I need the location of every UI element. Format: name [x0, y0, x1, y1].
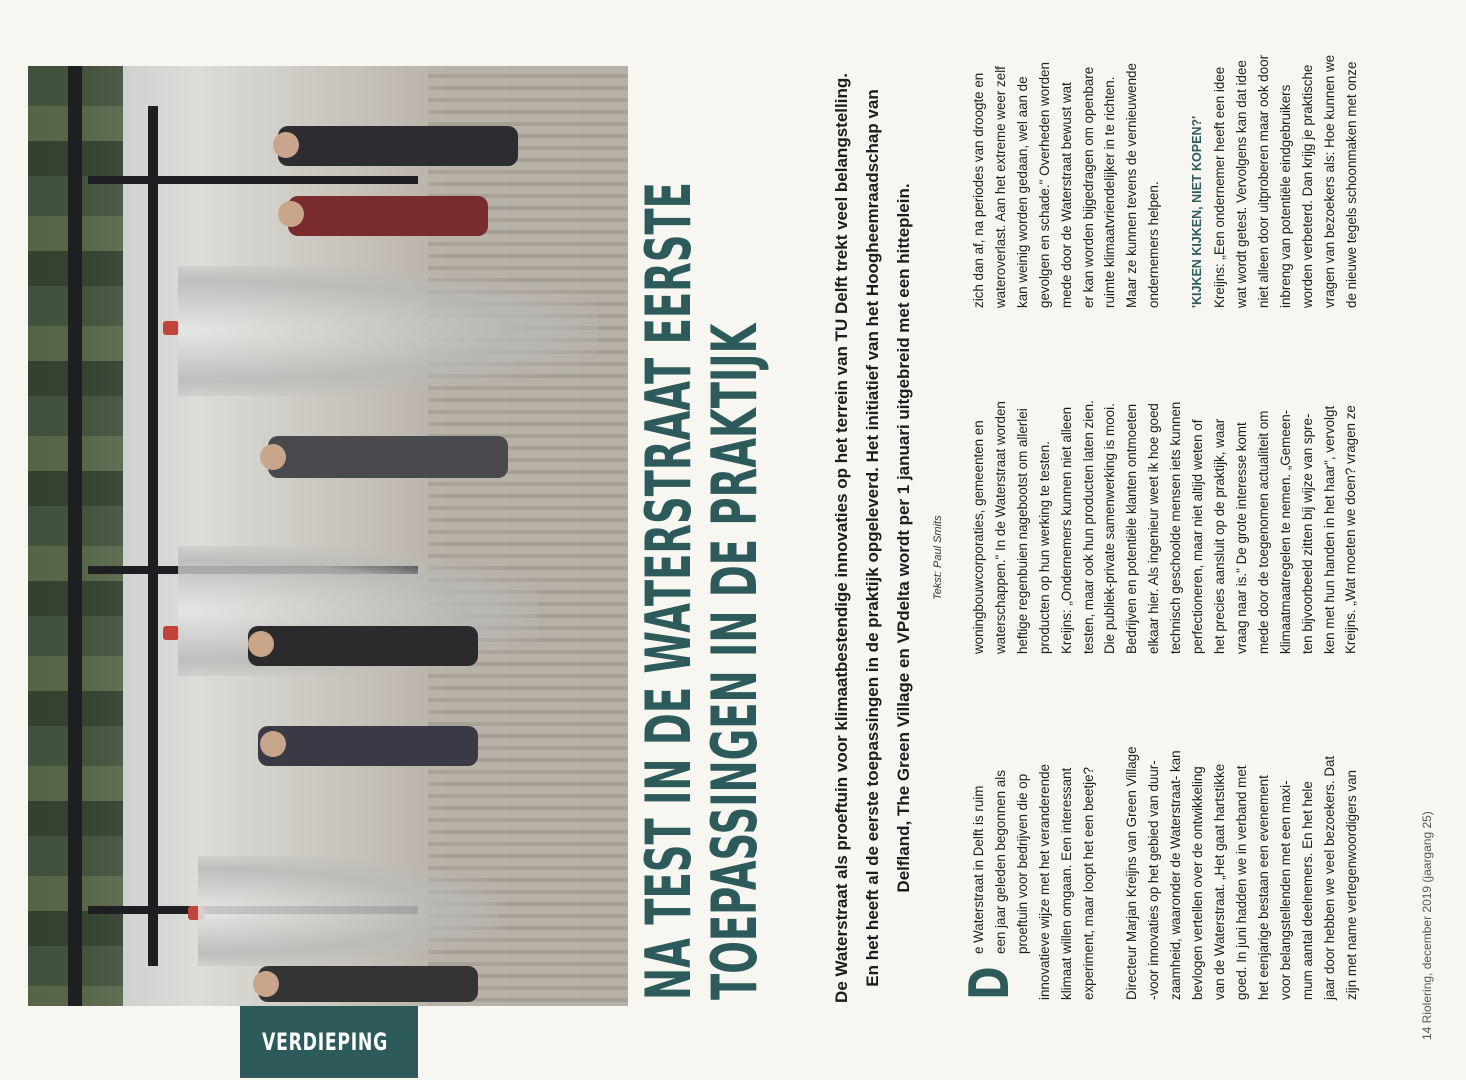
text-line: niet alleen door uitproberen maar ook door: [1255, 54, 1271, 308]
text-line: het eenjarige bestaan een evenement: [1255, 775, 1271, 1000]
person: [278, 126, 518, 166]
text-line: gevolgen en schade." Overheden worden: [1036, 62, 1052, 308]
column-1-paragraph-2: [1121, 660, 1362, 1000]
column-2-paragraph: [968, 314, 1362, 654]
text-line: Kreijns. „Wat moeten we doen? vragen ze: [1343, 405, 1359, 654]
text-line: vragen van bezoekers als: Hoe kunnen we: [1321, 54, 1337, 308]
text-line: wateroverlast. Aan het extreme weer zelf: [992, 66, 1008, 308]
water-spray: [178, 266, 598, 396]
subheading: 'KIJKEN KIJKEN, NIET KOPEN?': [1190, 115, 1205, 308]
body-column-1: [958, 660, 1362, 1000]
person: [288, 196, 488, 236]
text-line: er kan worden bijgedragen om openbare: [1080, 66, 1096, 308]
text-line: woningbouwcorporaties, gemeenten en: [971, 420, 986, 654]
person-head: [253, 971, 279, 997]
text-line: Bedrijven en potentiële klanten ontmoeten: [1124, 403, 1140, 654]
photo-frame-beam: [88, 176, 418, 184]
text-line: mum aantal deelnemers. En het hele: [1299, 781, 1315, 1000]
person-head: [260, 731, 286, 757]
text-line: bevlogen vertellen over de ontwikkeling: [1190, 766, 1206, 1000]
text-line: wat wordt getest. Vervolgens kan dat idee: [1233, 60, 1249, 308]
person: [268, 436, 508, 478]
text-line: waterschappen." In de Waterstraat worden: [992, 401, 1008, 654]
text-line: inbreng van potentiële eindgebruikers: [1277, 84, 1293, 308]
text-line: heftige regenbuien nagebootst om allerlei: [1014, 408, 1030, 654]
text-line: goed. In juni hadden we in verband met: [1233, 765, 1249, 1000]
text-line: perfectioneren, maar niet altijd weten of: [1190, 419, 1206, 654]
text-line: mede door de toegenomen actualiteit om: [1255, 410, 1271, 654]
section-tag: [240, 1006, 418, 1078]
text-line: het precies aansluit op de praktijk, waar: [1211, 418, 1227, 654]
text-line: klimaatmaatregelen te nemen. „Gemeen-: [1277, 409, 1293, 654]
text-line: e Waterstraat in Delft is ruim: [971, 785, 986, 954]
headline: [632, 182, 771, 1000]
text-line: zich dan af, na periodes van droogte en: [971, 72, 986, 308]
text-line: voor belangstellenden met een maxi-: [1277, 780, 1293, 1000]
text-line: experiment, maar loopt het een beetje?: [1080, 767, 1096, 1000]
person-head: [278, 201, 304, 227]
text-line: Directeur Marjan Kreijns van Green Village: [1124, 746, 1140, 1000]
text-line: producten op hun werking te testen.: [1036, 441, 1052, 654]
article-photo: [28, 66, 628, 1006]
text-line: een jaar geleden begonnen als: [992, 770, 1008, 954]
text-line: de nieuwe tegels schoonmaken met onze: [1343, 61, 1359, 308]
person: [248, 626, 478, 666]
text-line: ten bijvoorbeeld zitten bij wijze van spre-: [1299, 413, 1315, 654]
column-1-paragraph-1: [958, 660, 1099, 1000]
text-line: ken met hun handen in het haar", vervolgt: [1321, 405, 1337, 654]
text-line: proeftuin voor bedrijven die op: [1014, 773, 1030, 954]
text-line: van de Waterstraat. „Het gaat hartstikke: [1212, 763, 1228, 1000]
headline-line-1: NA TEST IN DE WATERSTRAAT EERSTE: [632, 182, 705, 1000]
person: [258, 726, 478, 766]
intro-line-3: Delfland, The Green Village en VPdelta wordt per 1 januari uitgebreid met een hitteplein.: [894, 183, 913, 893]
text-line: jaar door hebben we veel bezoekers. Dat: [1321, 755, 1337, 1000]
person-head: [260, 444, 286, 470]
intro: [826, 70, 919, 1006]
page-footer: 14 Riolering, december 2019 (jaargang 25): [1420, 811, 1434, 1040]
body-column-2: [968, 314, 1362, 654]
text-line: Die publiek-private samenwerking is mooi.: [1102, 403, 1118, 654]
text-line: -voor innovaties op het gebied van duur-: [1146, 760, 1162, 1000]
column-3-paragraph-1: [968, 0, 1165, 308]
text-line: worden verbeterd. Dan krijg je praktische: [1299, 64, 1315, 308]
text-line: Kreijns: „Een ondernemer heeft een idee: [1212, 66, 1228, 308]
text-line: klimaat willen omgaan. Een interessant: [1058, 767, 1074, 1000]
text-line: elkaar hier. Als ingenieur weet ik hoe goed: [1146, 403, 1162, 654]
person: [258, 966, 478, 1002]
text-line: innovatieve wijze met het veranderende: [1036, 764, 1052, 1000]
person-head: [273, 132, 299, 158]
drop-cap: D: [958, 966, 1021, 1000]
photo-frame-beam: [68, 66, 82, 1006]
text-line: vraag naar is." De grote interesse komt: [1233, 422, 1249, 654]
text-line: Kreijns: „Ondernemers kunnen niet alleen: [1058, 406, 1074, 654]
text-line: zaamheid, waaronder de Waterstraat- kan: [1168, 750, 1184, 1000]
person-head: [248, 631, 274, 657]
sprinkler-nozzle: [163, 321, 179, 335]
text-line: technisch geschoolde mensen iets kunnen: [1168, 401, 1184, 654]
text-line: kan weinig worden gedaan, wel aan de: [1014, 76, 1030, 308]
section-tag-label: VERDIEPING: [262, 1028, 388, 1056]
sprinkler-nozzle: [163, 626, 179, 640]
water-spray: [198, 856, 498, 966]
text-line: mede door de Waterstraat bewust wat: [1058, 82, 1074, 308]
column-3-paragraph-2: [1209, 0, 1362, 308]
intro-line-1: De Waterstraat als proeftuin voor klimaatbestendige innovaties op het terrein van TU Delft trekt veel belangstelling.: [832, 73, 851, 1003]
text-line: testen, maar ook hun producten laten zien.: [1080, 400, 1096, 654]
text-line: ruimte klimaatvriendelijker in te richten.: [1102, 76, 1118, 308]
body-column-3: [968, 0, 1362, 308]
text-line: zijn met name vertegenwoordigers van: [1343, 770, 1359, 1000]
photo-frame-beam: [148, 106, 158, 966]
text-line: ondernemers helpen.: [1146, 181, 1162, 308]
headline-line-2: TOEPASSINGEN IN DE PRAKTIJK: [698, 323, 771, 1000]
byline: Tekst: Paul Smits: [932, 515, 944, 600]
text-line: Maar ze kunnen tevens de vernieuwende: [1124, 63, 1140, 308]
intro-line-2: En het heeft al de eerste toepassingen in de praktijk opgeleverd. Het initiatief van het Hoogheemraadschap van: [863, 89, 882, 987]
